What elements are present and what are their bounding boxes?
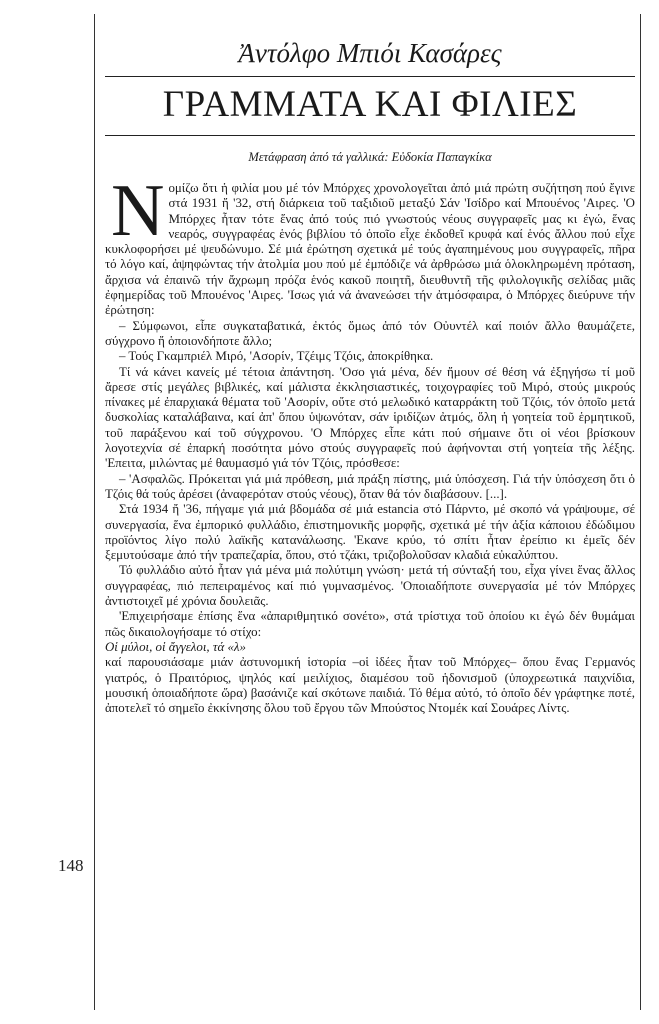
paragraph: Τό φυλλάδιο αὐτό ἦταν γιά μένα μιά πολύτιμη γνώση· μετά τή σύνταξή του, εἶχα γίνει ἕνας ἄλλος συγγραφέας, πιό πεπειραμένος καί πιό γυμνασμένος. 'Οποιαδήποτε συνεργασία μέ τόν Μπόρχες ἀντιστοιχεῖ μέ χρόνια δουλειᾶς.	[105, 563, 635, 609]
paragraph: – 'Ασφαλῶς. Πρόκειται γιά μιά πρόθεση, μιά πράξη πίστης, μιά ὑπόσχεση. Γιά τήν ὑπόσχεση ὅτι ὁ Τζόις θά τούς ἀρέσει (ἀναφερόταν στούς νέους), ὅταν θά τόν διαβάσουν. [...].	[105, 471, 635, 501]
translator-credit: Μετάφραση ἀπό τά γαλλικά: Εὐδοκία Παπαγκίκα	[248, 150, 492, 164]
paragraph: 'Επιχειρήσαμε ἐπίσης ἕνα «ἀπαριθμητικό σονέτο», στά τρίστιχα τοῦ ὁποίου κι ἐγώ δέν θυμάμαι πῶς δικαιολογήσαμε τό στίχο:	[105, 609, 635, 639]
paragraph-text: ομίζω ὅτι ἡ φιλία μου μέ τόν Μπόρχες χρονολογεῖται ἀπό μιά πρώτη συζήτηση πού ἔγινε στά 1931 ἤ '32, στή διάρκεια τοῦ ταξιδιοῦ μεταξύ Σάν 'Ισίδρο καί Μπουένος 'Αιρες. 'Ο Μπόρχες ἦταν τότε ἕνας ἀπό τούς πιό γνωστούς νέους συγγραφεῖς μας κι ἐγώ, ἕνας νεαρός, συγγραφέας ἑνός βιβλίου τό ὁποῖο εἶχε ἐκδοθεῖ κρυφά καί ἑνός ἄλλου πού εἶχε κυκλοφορήσει μέ ψευδώνυμο. Σέ μιά ἐρώτηση σχετικά μέ τούς ἀγαπημένους μου συγγραφεῖς, πῆρα τό λόγο καί, ἀψηφώντας τήν ἀτολμία μου πού μέ ἐμπόδιζε νά ἀρθρώσω μιά ὁλοκληρωμένη πρόταση, ἄρχισα νά ἐπαινῶ τήν ἄχρωμη πρόζα ἑνός κακοῦ ποιητῆ, διευθυντῆ τῆς φιλολογικῆς σελίδας μιᾶς ἐφημερίδας τοῦ Μπουένος 'Αιρες. 'Ισως γιά νά ἀνανεώσει τήν ἀτμόσφαιρα, ὁ Μπόρχες διεύρυνε τήν ἐρώτηση:	[105, 181, 635, 318]
article-title: ΓΡΑΜΜΑΤΑ ΚΑΙ ΦΙΛΙΕΣ	[162, 84, 578, 125]
paragraph: Τί νά κάνει κανείς μέ τέτοια ἀπάντηση. 'Οσο γιά μένα, δέν ἤμουν σέ θέση νά ἐξηγήσω τί μοῦ ἄρεσε στίς μεγάλες βιβλικές, καί μάλιστα ἐκκλησιαστικές, τοιχογραφίες τοῦ Μιρό, στούς μικρούς πίνακες μέ ἐπαρχιακά θέματα τοῦ 'Ασορίν, οὔτε στό μελωδικό καταρράκτη τοῦ Τζόις, τόν ὁποῖο μετά δυσκολίας καταλάβαινα, καί ἀπ' ὅπου ὑψωνόταν, σάν ἱριδίζων ἀτμός, ὅλη ἡ γοητεία τοῦ ἑρμητικοῦ, τοῦ παράξενου καί τοῦ σύγχρονου. 'Ο Μπόρχες εἶπε κάτι πού σήμαινε ὅτι οἱ νέοι βρίσκουν λογοτεχνία σέ ἐπαρκή ποσότητα μόνο στούς συγγραφεῖς πού ἀφήνονται στή γοητεία τῆς λέξης. 'Επειτα, μιλώντας μέ θαυμασμό γιά τόν Τζόις, πρόσθεσε:	[105, 364, 635, 471]
left-margin-rule	[94, 14, 95, 1010]
article-column	[105, 38, 635, 716]
article-body	[105, 170, 635, 716]
paragraph: – Τούς Γκαμπριέλ Μιρό, 'Ασορίν, Τζέιμς Τζόις, ἀποκρίθηκα.	[119, 349, 434, 364]
paragraph: Στά 1934 ἤ '36, πήγαμε γιά μιά βδομάδα σέ μιά estancia στό Πάρντο, μέ σκοπό νά γράψουμε, σέ συνεργασία, ἕνα ἐμπορικό φυλλάδιο, ἐπιστημονικῆς μορφῆς, σχετικά μέ τήν ἀξία κάποιου ἐδώδιμου προϊόντος λίγο πολύ λαϊκῆς κατανάλωσης. 'Εκανε κρύο, τό σπίτι ἦταν ἐρείπιο κι ἐμεῖς δέν ξεμυτούσαμε ἀπό τήν τραπεζαρία, ὅπου, στό τζάκι, τριζοβολοῦσαν κλαδιά εὐκαλύπτου.	[105, 502, 635, 563]
drop-cap: N	[111, 170, 165, 252]
paragraph: καί παρουσιάσαμε μιάν ἀστυνομική ἱστορία –οἱ ἰδέες ἦταν τοῦ Μπόρχες– ὅπου ἕνας Γερμανός γιατρός, ὁ Πραιτόριος, ψηλός καί μειλίχιος, διαμέσου τοῦ ἡδονισμοῦ (ὑποχρεωτικά παιχνίδια, μουσική ὁποιαδήποτε ὥρα) βασάνιζε καί σκότωνε παιδιά. Τό θέμα αὐτό, τό ὁποῖο δέν γράφτηκε ποτέ, ἀποτελεῖ τό σημεῖο ἐκκίνησης ὅλου τοῦ ἔργου τῶν Μπούστος Ντομέκ καί Σουάρες Λίντς.	[105, 655, 635, 716]
paragraph: – Σύμφωνοι, εἶπε συγκαταβατικά, ἐκτός ὅμως ἀπό τόν Οὐυντέλ καί ποιόν ἄλλο θαυμάζετε, σύγχρονο ἤ ὁποιονδήποτε ἄλλο;	[105, 318, 635, 348]
title-rule-bottom	[105, 135, 635, 136]
right-margin-rule	[640, 14, 641, 1010]
title-rule-top	[105, 76, 635, 77]
page-number: 148	[58, 856, 84, 875]
verse-line: Οἱ μύλοι, οἱ ἄγγελοι, τά «λ»	[105, 639, 246, 654]
paragraph	[105, 170, 635, 319]
author-name: Ἀντόλφο Μπιόι Κασάρες	[238, 38, 502, 68]
